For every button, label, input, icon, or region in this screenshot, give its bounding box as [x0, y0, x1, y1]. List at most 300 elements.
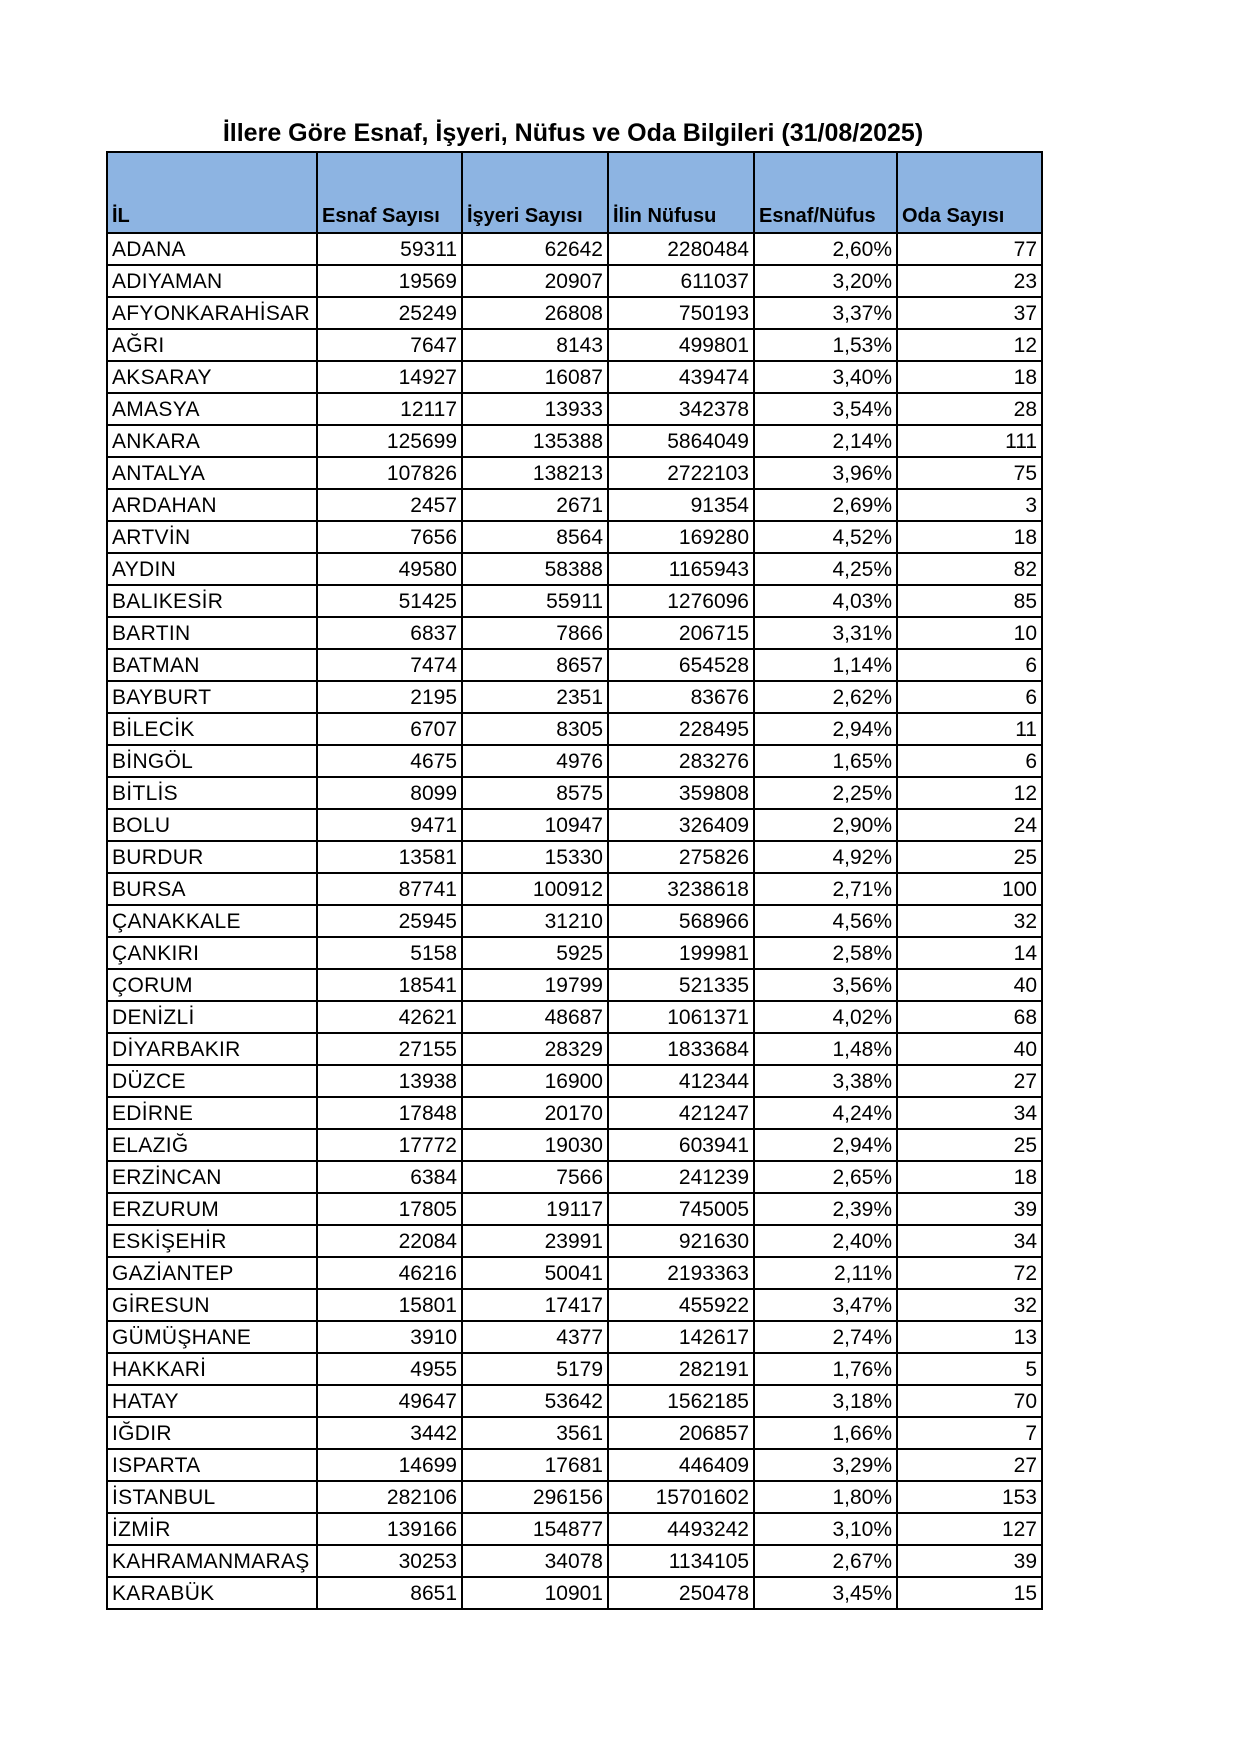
cell-isyeri-sayisi: 5179 [462, 1353, 608, 1385]
cell-il: BARTIN [107, 617, 317, 649]
cell-oda-sayisi: 82 [897, 553, 1042, 585]
cell-esnaf-sayisi: 7647 [317, 329, 462, 361]
cell-esnaf-nufus: 2,11% [754, 1257, 897, 1289]
cell-esnaf-sayisi: 4675 [317, 745, 462, 777]
cell-esnaf-sayisi: 25945 [317, 905, 462, 937]
cell-esnaf-nufus: 4,02% [754, 1001, 897, 1033]
cell-il: ADIYAMAN [107, 265, 317, 297]
cell-il: HAKKARİ [107, 1353, 317, 1385]
table-row [107, 1577, 1042, 1609]
cell-ilin-nufusu: 91354 [608, 489, 754, 521]
cell-oda-sayisi: 25 [897, 1129, 1042, 1161]
cell-isyeri-sayisi: 8575 [462, 777, 608, 809]
cell-il: GÜMÜŞHANE [107, 1321, 317, 1353]
cell-esnaf-sayisi: 2457 [317, 489, 462, 521]
table-row [107, 425, 1042, 457]
cell-esnaf-nufus: 3,54% [754, 393, 897, 425]
cell-oda-sayisi: 11 [897, 713, 1042, 745]
cell-ilin-nufusu: 142617 [608, 1321, 754, 1353]
cell-isyeri-sayisi: 19030 [462, 1129, 608, 1161]
cell-oda-sayisi: 18 [897, 361, 1042, 393]
table-row [107, 1193, 1042, 1225]
cell-il: BİNGÖL [107, 745, 317, 777]
cell-il: BİLECİK [107, 713, 317, 745]
cell-il: ÇANAKKALE [107, 905, 317, 937]
cell-il: İSTANBUL [107, 1481, 317, 1513]
data-table [106, 151, 1043, 1610]
cell-esnaf-nufus: 2,90% [754, 809, 897, 841]
table-row [107, 1449, 1042, 1481]
cell-isyeri-sayisi: 34078 [462, 1545, 608, 1577]
table-row [107, 1129, 1042, 1161]
table-row [107, 233, 1042, 265]
cell-esnaf-nufus: 2,14% [754, 425, 897, 457]
cell-isyeri-sayisi: 4377 [462, 1321, 608, 1353]
cell-isyeri-sayisi: 296156 [462, 1481, 608, 1513]
cell-isyeri-sayisi: 17681 [462, 1449, 608, 1481]
cell-esnaf-nufus: 2,94% [754, 1129, 897, 1161]
table-row [107, 969, 1042, 1001]
cell-esnaf-nufus: 2,58% [754, 937, 897, 969]
cell-isyeri-sayisi: 10901 [462, 1577, 608, 1609]
cell-ilin-nufusu: 745005 [608, 1193, 754, 1225]
cell-esnaf-sayisi: 3910 [317, 1321, 462, 1353]
cell-ilin-nufusu: 611037 [608, 265, 754, 297]
cell-esnaf-sayisi: 12117 [317, 393, 462, 425]
cell-oda-sayisi: 18 [897, 1161, 1042, 1193]
table-row [107, 1065, 1042, 1097]
table-row [107, 905, 1042, 937]
cell-isyeri-sayisi: 100912 [462, 873, 608, 905]
cell-ilin-nufusu: 326409 [608, 809, 754, 841]
cell-esnaf-nufus: 4,25% [754, 553, 897, 585]
cell-isyeri-sayisi: 50041 [462, 1257, 608, 1289]
cell-ilin-nufusu: 241239 [608, 1161, 754, 1193]
cell-il: ÇORUM [107, 969, 317, 1001]
cell-ilin-nufusu: 3238618 [608, 873, 754, 905]
cell-oda-sayisi: 15 [897, 1577, 1042, 1609]
table-row [107, 681, 1042, 713]
table-row [107, 649, 1042, 681]
table-row [107, 937, 1042, 969]
cell-esnaf-nufus: 3,45% [754, 1577, 897, 1609]
cell-il: ARTVİN [107, 521, 317, 553]
cell-esnaf-nufus: 3,37% [754, 297, 897, 329]
cell-oda-sayisi: 77 [897, 233, 1042, 265]
cell-il: ANTALYA [107, 457, 317, 489]
table-body [107, 233, 1042, 1609]
table-row [107, 393, 1042, 425]
cell-isyeri-sayisi: 20907 [462, 265, 608, 297]
cell-oda-sayisi: 12 [897, 777, 1042, 809]
cell-oda-sayisi: 10 [897, 617, 1042, 649]
cell-il: ELAZIĞ [107, 1129, 317, 1161]
cell-il: AYDIN [107, 553, 317, 585]
table-row [107, 809, 1042, 841]
cell-isyeri-sayisi: 15330 [462, 841, 608, 873]
cell-ilin-nufusu: 169280 [608, 521, 754, 553]
cell-esnaf-nufus: 2,74% [754, 1321, 897, 1353]
table-row [107, 329, 1042, 361]
cell-il: DİYARBAKIR [107, 1033, 317, 1065]
cell-esnaf-nufus: 1,66% [754, 1417, 897, 1449]
cell-oda-sayisi: 12 [897, 329, 1042, 361]
cell-oda-sayisi: 39 [897, 1193, 1042, 1225]
cell-esnaf-nufus: 2,71% [754, 873, 897, 905]
cell-ilin-nufusu: 603941 [608, 1129, 754, 1161]
cell-esnaf-sayisi: 3442 [317, 1417, 462, 1449]
table-row [107, 1097, 1042, 1129]
cell-ilin-nufusu: 275826 [608, 841, 754, 873]
cell-isyeri-sayisi: 26808 [462, 297, 608, 329]
cell-esnaf-nufus: 1,76% [754, 1353, 897, 1385]
cell-isyeri-sayisi: 19117 [462, 1193, 608, 1225]
cell-ilin-nufusu: 199981 [608, 937, 754, 969]
cell-ilin-nufusu: 446409 [608, 1449, 754, 1481]
cell-esnaf-nufus: 1,65% [754, 745, 897, 777]
cell-ilin-nufusu: 521335 [608, 969, 754, 1001]
table-row [107, 617, 1042, 649]
cell-esnaf-sayisi: 51425 [317, 585, 462, 617]
cell-ilin-nufusu: 83676 [608, 681, 754, 713]
cell-esnaf-sayisi: 9471 [317, 809, 462, 841]
cell-esnaf-nufus: 3,96% [754, 457, 897, 489]
cell-il: ERZİNCAN [107, 1161, 317, 1193]
cell-esnaf-sayisi: 7656 [317, 521, 462, 553]
table-row [107, 1001, 1042, 1033]
cell-isyeri-sayisi: 53642 [462, 1385, 608, 1417]
cell-isyeri-sayisi: 3561 [462, 1417, 608, 1449]
cell-esnaf-nufus: 2,65% [754, 1161, 897, 1193]
cell-ilin-nufusu: 15701602 [608, 1481, 754, 1513]
cell-ilin-nufusu: 282191 [608, 1353, 754, 1385]
cell-oda-sayisi: 75 [897, 457, 1042, 489]
cell-esnaf-sayisi: 139166 [317, 1513, 462, 1545]
page-title: İllere Göre Esnaf, İşyeri, Nüfus ve Oda Bilgileri (31/08/2025) [222, 119, 924, 147]
cell-isyeri-sayisi: 2351 [462, 681, 608, 713]
table-row [107, 489, 1042, 521]
table-row [107, 1385, 1042, 1417]
table-row [107, 585, 1042, 617]
cell-ilin-nufusu: 654528 [608, 649, 754, 681]
cell-esnaf-sayisi: 13581 [317, 841, 462, 873]
cell-esnaf-nufus: 1,48% [754, 1033, 897, 1065]
cell-isyeri-sayisi: 154877 [462, 1513, 608, 1545]
cell-isyeri-sayisi: 4976 [462, 745, 608, 777]
cell-oda-sayisi: 32 [897, 905, 1042, 937]
cell-il: ADANA [107, 233, 317, 265]
cell-il: BURSA [107, 873, 317, 905]
cell-il: GİRESUN [107, 1289, 317, 1321]
table-row [107, 745, 1042, 777]
table-row [107, 1417, 1042, 1449]
header-row [107, 152, 1042, 233]
cell-isyeri-sayisi: 19799 [462, 969, 608, 1001]
table-row [107, 361, 1042, 393]
cell-oda-sayisi: 111 [897, 425, 1042, 457]
cell-esnaf-sayisi: 25249 [317, 297, 462, 329]
cell-ilin-nufusu: 228495 [608, 713, 754, 745]
cell-esnaf-sayisi: 49580 [317, 553, 462, 585]
cell-oda-sayisi: 70 [897, 1385, 1042, 1417]
cell-oda-sayisi: 25 [897, 841, 1042, 873]
cell-oda-sayisi: 39 [897, 1545, 1042, 1577]
cell-oda-sayisi: 6 [897, 681, 1042, 713]
cell-isyeri-sayisi: 62642 [462, 233, 608, 265]
cell-esnaf-sayisi: 87741 [317, 873, 462, 905]
table-row [107, 1321, 1042, 1353]
cell-ilin-nufusu: 1562185 [608, 1385, 754, 1417]
cell-esnaf-nufus: 4,52% [754, 521, 897, 553]
cell-esnaf-nufus: 2,94% [754, 713, 897, 745]
cell-ilin-nufusu: 283276 [608, 745, 754, 777]
cell-esnaf-nufus: 3,20% [754, 265, 897, 297]
cell-isyeri-sayisi: 17417 [462, 1289, 608, 1321]
cell-esnaf-sayisi: 13938 [317, 1065, 462, 1097]
table-row [107, 265, 1042, 297]
cell-esnaf-sayisi: 46216 [317, 1257, 462, 1289]
cell-esnaf-sayisi: 17848 [317, 1097, 462, 1129]
cell-il: ANKARA [107, 425, 317, 457]
cell-esnaf-nufus: 4,03% [754, 585, 897, 617]
cell-esnaf-nufus: 2,69% [754, 489, 897, 521]
cell-oda-sayisi: 40 [897, 1033, 1042, 1065]
cell-esnaf-sayisi: 107826 [317, 457, 462, 489]
cell-esnaf-nufus: 3,18% [754, 1385, 897, 1417]
cell-isyeri-sayisi: 8305 [462, 713, 608, 745]
cell-esnaf-nufus: 4,92% [754, 841, 897, 873]
cell-oda-sayisi: 23 [897, 265, 1042, 297]
table-row [107, 1513, 1042, 1545]
cell-ilin-nufusu: 4493242 [608, 1513, 754, 1545]
cell-ilin-nufusu: 455922 [608, 1289, 754, 1321]
cell-ilin-nufusu: 921630 [608, 1225, 754, 1257]
cell-isyeri-sayisi: 8564 [462, 521, 608, 553]
cell-oda-sayisi: 127 [897, 1513, 1042, 1545]
table-row [107, 777, 1042, 809]
cell-il: AKSARAY [107, 361, 317, 393]
cell-isyeri-sayisi: 31210 [462, 905, 608, 937]
table-row [107, 457, 1042, 489]
cell-il: DÜZCE [107, 1065, 317, 1097]
cell-esnaf-sayisi: 7474 [317, 649, 462, 681]
cell-esnaf-sayisi: 42621 [317, 1001, 462, 1033]
cell-esnaf-nufus: 4,24% [754, 1097, 897, 1129]
cell-esnaf-sayisi: 8651 [317, 1577, 462, 1609]
cell-oda-sayisi: 3 [897, 489, 1042, 521]
table-row [107, 1353, 1042, 1385]
cell-il: AMASYA [107, 393, 317, 425]
cell-isyeri-sayisi: 7566 [462, 1161, 608, 1193]
cell-ilin-nufusu: 2722103 [608, 457, 754, 489]
cell-esnaf-nufus: 2,39% [754, 1193, 897, 1225]
table-row [107, 297, 1042, 329]
table-row [107, 1161, 1042, 1193]
table-row [107, 521, 1042, 553]
cell-esnaf-nufus: 3,47% [754, 1289, 897, 1321]
column-header-isyeri-sayisi: İşyeri Sayısı [462, 152, 608, 233]
cell-esnaf-sayisi: 17772 [317, 1129, 462, 1161]
cell-oda-sayisi: 18 [897, 521, 1042, 553]
cell-ilin-nufusu: 750193 [608, 297, 754, 329]
cell-ilin-nufusu: 342378 [608, 393, 754, 425]
cell-ilin-nufusu: 1061371 [608, 1001, 754, 1033]
cell-ilin-nufusu: 359808 [608, 777, 754, 809]
table-row [107, 1225, 1042, 1257]
cell-ilin-nufusu: 250478 [608, 1577, 754, 1609]
table-row [107, 1545, 1042, 1577]
cell-oda-sayisi: 85 [897, 585, 1042, 617]
cell-oda-sayisi: 5 [897, 1353, 1042, 1385]
cell-esnaf-sayisi: 6837 [317, 617, 462, 649]
cell-esnaf-sayisi: 125699 [317, 425, 462, 457]
cell-il: KAHRAMANMARAŞ [107, 1545, 317, 1577]
table-row [107, 841, 1042, 873]
cell-oda-sayisi: 14 [897, 937, 1042, 969]
cell-il: BATMAN [107, 649, 317, 681]
cell-il: ESKİŞEHİR [107, 1225, 317, 1257]
cell-esnaf-nufus: 1,80% [754, 1481, 897, 1513]
cell-esnaf-sayisi: 15801 [317, 1289, 462, 1321]
cell-oda-sayisi: 6 [897, 649, 1042, 681]
cell-ilin-nufusu: 206715 [608, 617, 754, 649]
cell-oda-sayisi: 37 [897, 297, 1042, 329]
cell-il: ÇANKIRI [107, 937, 317, 969]
table-row [107, 713, 1042, 745]
cell-isyeri-sayisi: 16087 [462, 361, 608, 393]
column-header-oda-sayisi: Oda Sayısı [897, 152, 1042, 233]
cell-esnaf-nufus: 1,14% [754, 649, 897, 681]
cell-isyeri-sayisi: 10947 [462, 809, 608, 841]
cell-esnaf-nufus: 2,25% [754, 777, 897, 809]
cell-esnaf-sayisi: 6707 [317, 713, 462, 745]
cell-esnaf-sayisi: 8099 [317, 777, 462, 809]
cell-ilin-nufusu: 568966 [608, 905, 754, 937]
column-header-il: İL [107, 152, 317, 233]
cell-isyeri-sayisi: 28329 [462, 1033, 608, 1065]
cell-il: DENİZLİ [107, 1001, 317, 1033]
cell-esnaf-sayisi: 19569 [317, 265, 462, 297]
cell-ilin-nufusu: 412344 [608, 1065, 754, 1097]
cell-esnaf-sayisi: 6384 [317, 1161, 462, 1193]
table-row [107, 873, 1042, 905]
cell-il: IĞDIR [107, 1417, 317, 1449]
cell-esnaf-sayisi: 4955 [317, 1353, 462, 1385]
cell-ilin-nufusu: 1833684 [608, 1033, 754, 1065]
cell-isyeri-sayisi: 8657 [462, 649, 608, 681]
cell-esnaf-nufus: 3,31% [754, 617, 897, 649]
cell-esnaf-sayisi: 14699 [317, 1449, 462, 1481]
cell-oda-sayisi: 28 [897, 393, 1042, 425]
cell-ilin-nufusu: 499801 [608, 329, 754, 361]
cell-isyeri-sayisi: 7866 [462, 617, 608, 649]
cell-oda-sayisi: 27 [897, 1065, 1042, 1097]
cell-ilin-nufusu: 2193363 [608, 1257, 754, 1289]
cell-esnaf-nufus: 2,67% [754, 1545, 897, 1577]
cell-esnaf-nufus: 1,53% [754, 329, 897, 361]
cell-isyeri-sayisi: 58388 [462, 553, 608, 585]
cell-ilin-nufusu: 1134105 [608, 1545, 754, 1577]
column-header-ilin-nufusu: İlin Nüfusu [608, 152, 754, 233]
cell-ilin-nufusu: 1276096 [608, 585, 754, 617]
cell-esnaf-sayisi: 14927 [317, 361, 462, 393]
cell-isyeri-sayisi: 16900 [462, 1065, 608, 1097]
cell-isyeri-sayisi: 135388 [462, 425, 608, 457]
cell-il: İZMİR [107, 1513, 317, 1545]
cell-esnaf-sayisi: 18541 [317, 969, 462, 1001]
cell-esnaf-nufus: 2,62% [754, 681, 897, 713]
table-row [107, 1289, 1042, 1321]
cell-oda-sayisi: 6 [897, 745, 1042, 777]
cell-ilin-nufusu: 1165943 [608, 553, 754, 585]
cell-oda-sayisi: 153 [897, 1481, 1042, 1513]
cell-il: ERZURUM [107, 1193, 317, 1225]
cell-esnaf-nufus: 4,56% [754, 905, 897, 937]
cell-il: BURDUR [107, 841, 317, 873]
column-header-esnaf-sayisi: Esnaf Sayısı [317, 152, 462, 233]
cell-isyeri-sayisi: 2671 [462, 489, 608, 521]
cell-ilin-nufusu: 421247 [608, 1097, 754, 1129]
cell-il: KARABÜK [107, 1577, 317, 1609]
cell-il: ISPARTA [107, 1449, 317, 1481]
cell-oda-sayisi: 24 [897, 809, 1042, 841]
cell-oda-sayisi: 13 [897, 1321, 1042, 1353]
table-row [107, 1033, 1042, 1065]
cell-isyeri-sayisi: 23991 [462, 1225, 608, 1257]
cell-esnaf-sayisi: 22084 [317, 1225, 462, 1257]
cell-isyeri-sayisi: 5925 [462, 937, 608, 969]
cell-isyeri-sayisi: 55911 [462, 585, 608, 617]
cell-ilin-nufusu: 5864049 [608, 425, 754, 457]
cell-esnaf-sayisi: 2195 [317, 681, 462, 713]
cell-oda-sayisi: 40 [897, 969, 1042, 1001]
cell-esnaf-sayisi: 30253 [317, 1545, 462, 1577]
cell-esnaf-nufus: 3,56% [754, 969, 897, 1001]
cell-oda-sayisi: 32 [897, 1289, 1042, 1321]
cell-il: EDİRNE [107, 1097, 317, 1129]
cell-isyeri-sayisi: 138213 [462, 457, 608, 489]
column-header-esnaf-nufus: Esnaf/Nüfus [754, 152, 897, 233]
cell-oda-sayisi: 34 [897, 1225, 1042, 1257]
cell-esnaf-nufus: 3,10% [754, 1513, 897, 1545]
cell-esnaf-nufus: 2,60% [754, 233, 897, 265]
cell-esnaf-sayisi: 5158 [317, 937, 462, 969]
cell-esnaf-sayisi: 49647 [317, 1385, 462, 1417]
cell-il: ARDAHAN [107, 489, 317, 521]
cell-esnaf-nufus: 3,29% [754, 1449, 897, 1481]
cell-oda-sayisi: 27 [897, 1449, 1042, 1481]
cell-esnaf-nufus: 3,40% [754, 361, 897, 393]
cell-il: BALIKESİR [107, 585, 317, 617]
cell-esnaf-sayisi: 59311 [317, 233, 462, 265]
cell-isyeri-sayisi: 20170 [462, 1097, 608, 1129]
cell-esnaf-nufus: 3,38% [754, 1065, 897, 1097]
cell-oda-sayisi: 34 [897, 1097, 1042, 1129]
cell-il: HATAY [107, 1385, 317, 1417]
table-row [107, 553, 1042, 585]
cell-esnaf-sayisi: 27155 [317, 1033, 462, 1065]
cell-il: AFYONKARAHİSAR [107, 297, 317, 329]
cell-esnaf-nufus: 2,40% [754, 1225, 897, 1257]
table-row [107, 1257, 1042, 1289]
cell-oda-sayisi: 100 [897, 873, 1042, 905]
table-row [107, 1481, 1042, 1513]
cell-oda-sayisi: 68 [897, 1001, 1042, 1033]
cell-isyeri-sayisi: 8143 [462, 329, 608, 361]
cell-il: AĞRI [107, 329, 317, 361]
cell-esnaf-sayisi: 282106 [317, 1481, 462, 1513]
cell-il: BAYBURT [107, 681, 317, 713]
